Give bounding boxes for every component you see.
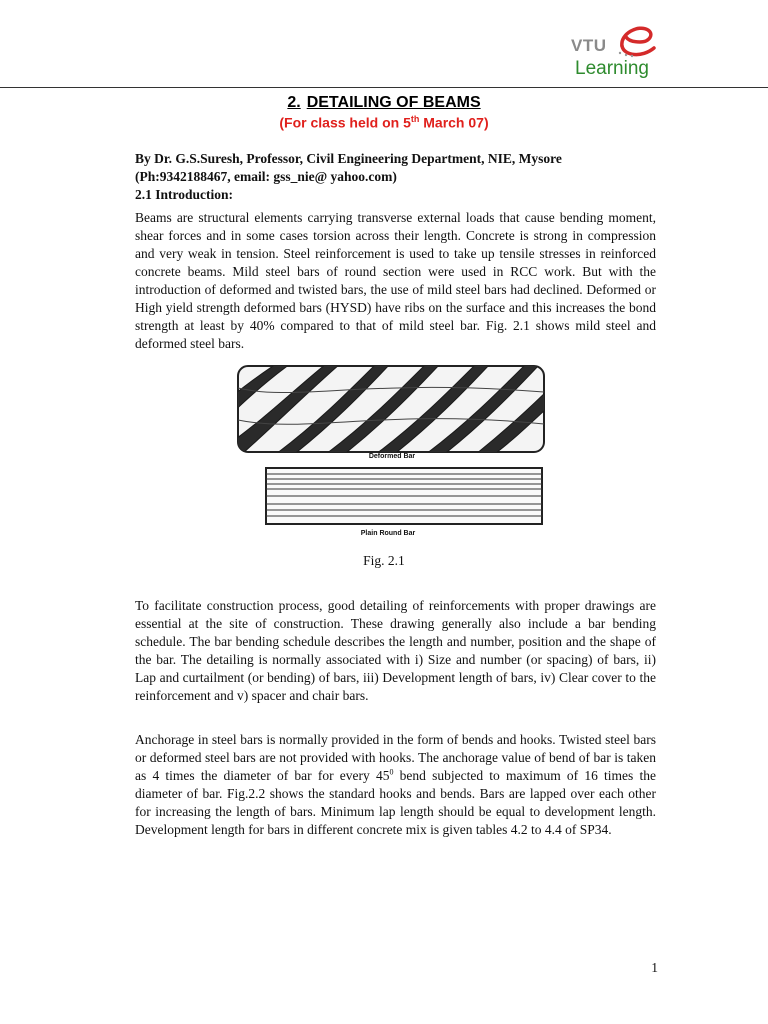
page-subtitle <box>0 114 768 131</box>
bars-illustration <box>206 358 558 544</box>
chapter-number: 2. <box>287 94 301 111</box>
chapter-title: DETAILING OF BEAMS <box>306 94 481 111</box>
detailing-paragraph: To facilitate construction process, good detailing of reinforcements with proper drawings are essential at the site of construction. These drawing generally also include a bar bending schedule. The bar bending schedule describes the length and number, position and the shape of the bar. The detailing is normally associated with i) Size and number (or spacing) of bars, ii) Lap and curtailment (or bending) of bars, iii) Development length of bars, iv) Clear cover to the reinforcement and v) spacer and chair bars. <box>135 598 656 703</box>
author-contact: (Ph:9342188467, email: gss_nie@ yahoo.com) <box>135 169 397 184</box>
page-number: 1 <box>651 960 658 975</box>
subtitle-text-after: March 07) <box>419 114 489 131</box>
subtitle-superscript: th <box>410 114 420 124</box>
intro-paragraph: Beams are structural elements carrying transverse external loads that cause bending moment, shear forces and in some cases torsion across their length. Concrete is strong in compression and very weak in tension. Steel reinforcement is used to take up tensile stresses in reinforced concrete beams. Mild steel bars of round section were used in RCC work. But with the introduction of deformed and twisted bars, the use of mild steel bars had declined. Deformed or High yield strength deformed bars (HYSD) have ribs on the surface and this increases the bond strength at least by 40% compared to that of mild steel bar. Fig. 2.1 shows mild steel and deformed steel bars. <box>135 210 656 351</box>
plain-bar-label: Plain Round Bar <box>360 530 416 537</box>
anchorage-text-before: Anchorage in steel bars is normally provided in the form of bends and hooks. Twisted steel bars or deformed steel bars are not provided with hooks. The anchorage value of bend of bar is taken as 4 times the diameter of bar for every 45 <box>135 732 656 783</box>
logo-e-icon <box>616 20 660 62</box>
vtu-elearning-logo <box>566 18 666 82</box>
deformed-bar-label: Deformed Bar <box>368 453 416 460</box>
section-heading: 2.1 Introduction: <box>135 187 234 202</box>
header-divider <box>0 87 768 88</box>
subtitle-text-before: (For class held on 5 <box>279 114 411 131</box>
page-title <box>0 94 768 112</box>
deformed-bar-drawing <box>206 364 558 460</box>
degree-superscript: 0 <box>389 767 394 777</box>
anchorage-paragraph <box>135 731 656 839</box>
plain-bar-drawing <box>266 468 542 537</box>
figure-caption: Fig. 2.1 <box>363 553 405 568</box>
logo-learning-text: Learning <box>575 58 649 79</box>
figure-bars <box>206 358 558 544</box>
author-block <box>135 150 635 204</box>
author-line: By Dr. G.S.Suresh, Professor, Civil Engineering Department, NIE, Mysore <box>135 151 562 166</box>
logo-vtu-text: VTU <box>571 36 607 55</box>
anchorage-text-after: bend subjected to maximum of 16 times the diameter of bar. Fig.2.2 shows the standard hooks and bends. Bars are lapped over each other for increasing the length of bars. Minimum lap length should be equal to development length. Development length for bars in different concrete mix is given tables 4.2 to 4.4 of SP34. <box>135 768 656 837</box>
